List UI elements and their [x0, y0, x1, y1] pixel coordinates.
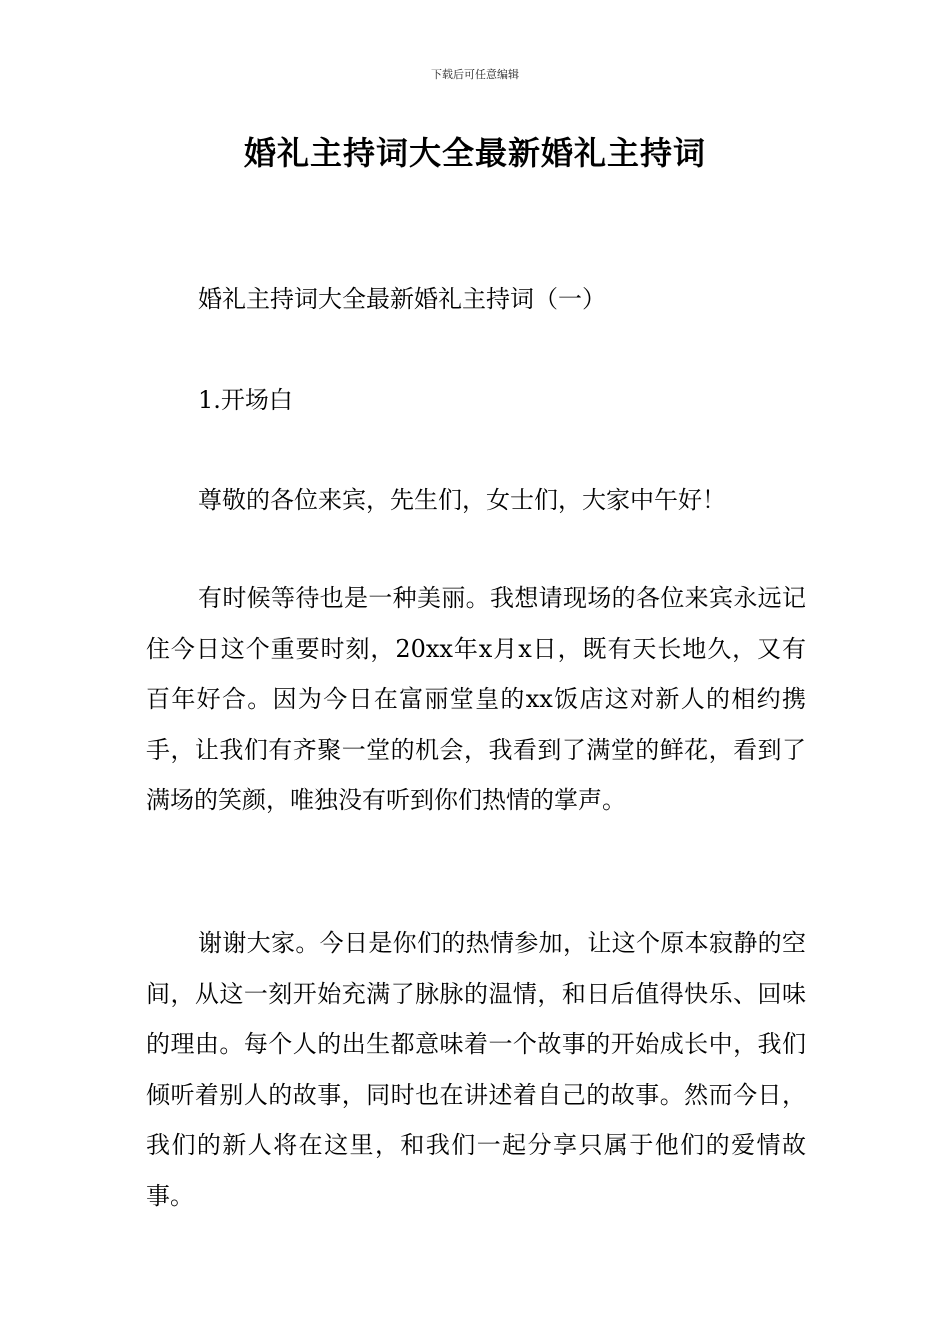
body-paragraph-1: 有时候等待也是一种美丽。我想请现场的各位来宾永远记住今日这个重要时刻，20xx年x月x日，既有天长地久，又有百年好合。因为今日在富丽堂皇的xx饭店这对新人的相约携手，让我们有齐聚一堂的机会，我看到了满堂的鲜花，看到了满场的笑颜，唯独没有听到你们热情的掌声。	[146, 584, 806, 814]
header-note: 下载后可任意编辑	[431, 68, 519, 81]
document-title: 婚礼主持词大全最新婚礼主持词	[243, 134, 706, 172]
section-subtitle: 婚礼主持词大全最新婚礼主持词（一）	[198, 285, 606, 313]
greeting-paragraph: 尊敬的各位来宾，先生们，女士们，大家中午好！	[198, 486, 726, 514]
section-heading: 1.开场白	[198, 386, 293, 414]
body-paragraph-2: 谢谢大家。今日是你们的热情参加，让这个原本寂静的空间，从这一刻开始充满了脉脉的温情，和日后值得快乐、回味的理由。每个人的出生都意味着一个故事的开始成长中，我们倾听着别人的故事，同时也在讲述着自己的故事。然而今日，我们的新人将在这里，和我们一起分享只属于他们的爱情故事。	[146, 929, 806, 1210]
